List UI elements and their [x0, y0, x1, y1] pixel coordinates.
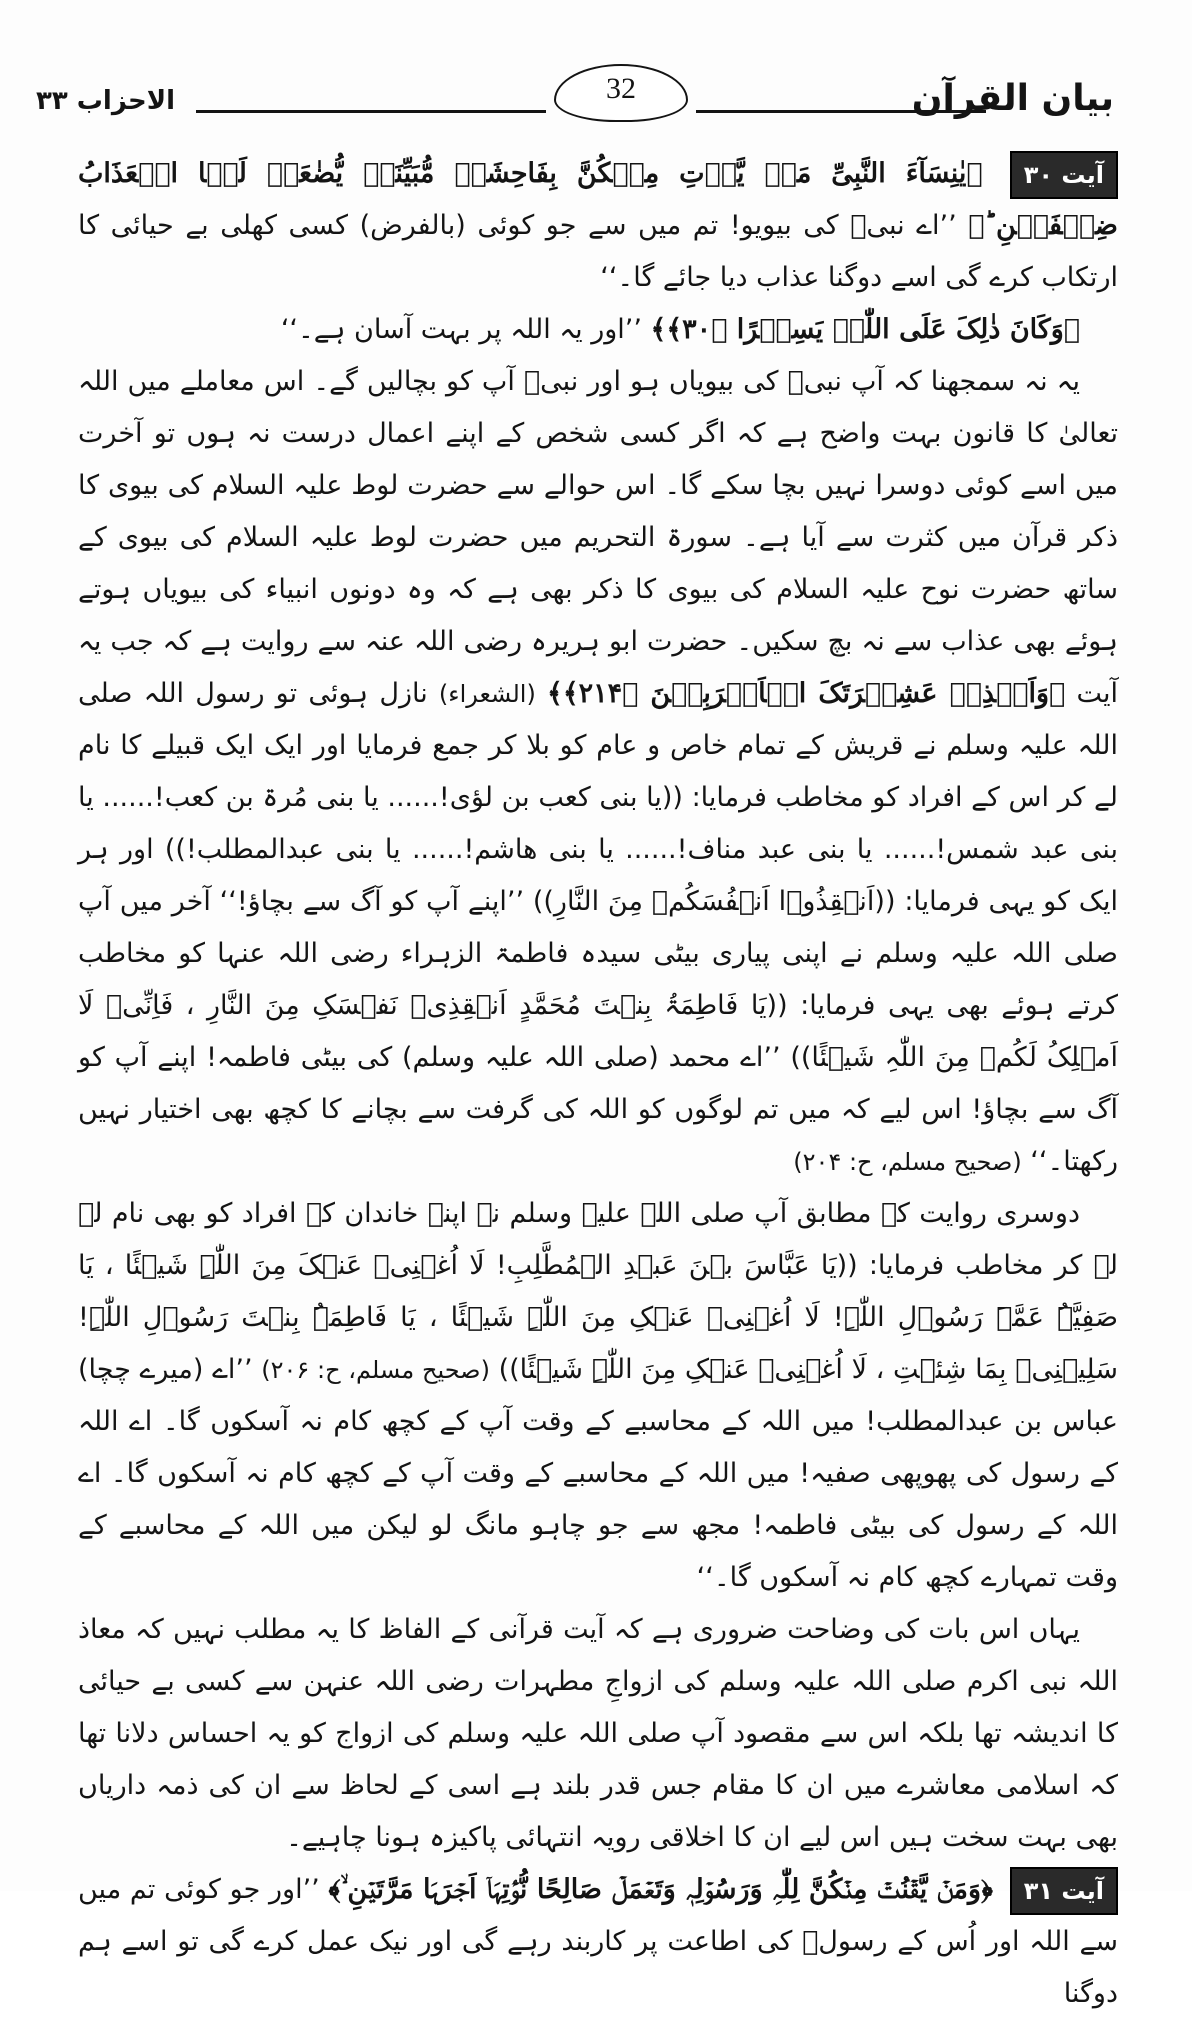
- verse-31-arabic: ﴿وَمَنۡ یَّقۡنُتۡ مِنۡکُنَّ لِلّٰہِ وَرَسُوۡلِہٖ وَتَعۡمَلۡ صَالِحًا نُّؤۡتِہَاۤ اَجۡرَہَا مَرَّتَیۡنِ ۙ﴾: [328, 1874, 993, 1905]
- surah-name: الاحزاب ۳۳: [36, 86, 176, 116]
- verse-30-translation: ’’اے نبیؐ کی بیویو! تم میں سے جو کوئی (بالفرض) کسی کھلی بے حیائی کا ارتکاب کرے گی اسے دوگنا عذاب دیا جائے گا۔‘‘: [78, 210, 1118, 293]
- header-rule-right: [696, 110, 986, 113]
- verse-31-tag: آیت ۳۱: [1010, 1867, 1118, 1915]
- book-title: بیان القرآن: [911, 78, 1114, 119]
- paragraph-2-text: دوسری روایت کے مطابق آپ صلی اللہ علیہ وسلم نے اپنے خاندان کے افراد کو بھی نام لے لے کر مخاطب فرمایا: ((یَا عَبَّاسَ بۡنَ عَبۡدِ الۡمُطَّلِبِ! لَا اُغۡنِیۡ عَنۡکَ مِنَ اللّٰہِ شَیۡئًا ، یَا صَفِیَّۃُ عَمَّۃَ رَسُوۡلِ اللّٰہِ! لَا اُغۡنِیۡ عَنۡکِ مِنَ اللّٰہِ شَیۡئًا ، یَا فَاطِمَۃُ بِنۡتَ رَسُوۡلِ اللّٰہِ! سَلِیۡنِیۡ بِمَا شِئۡتِ ، لَا اُغۡنِیۡ عَنۡکِ مِنَ اللّٰہِ شَیۡئًا)): [78, 1198, 1118, 1385]
- paragraph-1-reference: (الشعراء): [438, 680, 536, 708]
- page-header: [36, 70, 1114, 134]
- commentary-paragraph-1: [78, 356, 1118, 1188]
- verse-30b-block: [78, 304, 1118, 356]
- verse-30b-translation: ’’اور یہ اللہ پر بہت آسان ہے۔‘‘: [280, 314, 642, 345]
- verse-30-arabic: ﴿یٰنِسَآءَ النَّبِیِّ مَنۡ یَّاۡتِ مِنۡکُنَّ بِفَاحِشَۃٍ مُّبَیِّنَۃٍ یُّضٰعَفۡ لَہَا الۡعَذَابُ ضِعۡفَیۡنِ ؕ﴾: [78, 158, 1118, 241]
- paragraph-1-hadith-reference: (صحیح مسلم، ح: ۲۰۴): [793, 1148, 1022, 1176]
- paragraph-3-text: یہاں اس بات کی وضاحت ضروری ہے کہ آیت قرآنی کے الفاظ کا یہ مطلب نہیں کہ معاذ اللہ نبی اکرم صلی اللہ علیہ وسلم کی ازواجِ مطہرات رضی اللہ عنہن سے کسی بے حیائی کا اندیشہ تھا بلکہ اس سے مقصود آپ صلی اللہ علیہ وسلم کی ازواج کو یہ احساس دلانا تھا کہ اسلامی معاشرے میں ان کا مقام جس قدر بلند ہے اسی کے لحاظ سے ان کی ذمہ داریاں بھی بہت سخت ہیں اس لیے ان کا اخلاقی رویہ انتہائی پاکیزہ ہونا چاہیے۔: [78, 1614, 1118, 1853]
- header-rule-left: [196, 110, 546, 113]
- verse-30-tag: آیت ۳۰: [1010, 151, 1118, 199]
- verse-30b-arabic: ﴿وَکَانَ ذٰلِکَ عَلَی اللّٰہِ یَسِیۡرًا ﴿۳۰﴾﴾: [650, 314, 1080, 345]
- commentary-paragraph-2: [78, 1188, 1118, 1604]
- commentary-paragraph-3: [78, 1604, 1118, 1864]
- page-number-badge: [554, 64, 688, 122]
- paragraph-1-text: یہ نہ سمجھنا کہ آپ نبیؐ کی بیویاں ہو اور نبیؐ آپ کو بچالیں گے۔ اس معاملے میں اللہ تعالیٰ کا قانون بہت واضح ہے کہ اگر کسی شخص کے اپنے اعمال درست نہ ہوں تو آخرت میں اسے کوئی دوسرا نہیں بچا سکے گا۔ اس حوالے سے حضرت لوط علیہ السلام کی بیوی کا ذکر قرآن میں کثرت سے آیا ہے۔ سورۃ التحریم میں حضرت لوط علیہ السلام کی بیوی کے ساتھ حضرت نوح علیہ السلام کی بیوی کا ذکر بھی ہے کہ وہ دونوں انبیاء کی بیویاں ہوتے ہوئے بھی عذاب سے نہ بچ سکیں۔ حضرت ابو ہریرہ رضی اللہ عنہ سے روایت ہے کہ جب یہ آیت: [78, 366, 1118, 709]
- paragraph-1-continuation: نازل ہوئی تو رسول اللہ صلی اللہ علیہ وسلم نے قریش کے تمام خاص و عام کو بلا کر جمع فرمایا اور ایک ایک قبیلے کا نام لے کر اس کے افراد کو مخاطب فرمایا: ((یا بنی کعب بن لؤی!...... یا بنی مُرۃ بن کعب!...... یا بنی عبد شمس!...... یا بنی عبد مناف!...... یا بنی ھاشم!...... یا بنی عبدالمطلب!)) اور ہر ایک کو یہی فرمایا: ((اَنۡقِذُوۡا اَنۡفُسَکُمۡ مِنَ النَّارِ)) ’’اپنے آپ کو آگ سے بچاؤ!‘‘ آخر میں آپ صلی اللہ علیہ وسلم نے اپنی پیاری بیٹی سیدہ فاطمۃ الزہراء رضی اللہ عنہا کو مخاطب کرتے ہوئے بھی یہی فرمایا: ((یَا فَاطِمَۃُ بِنۡتَ مُحَمَّدٍ اَنۡقِذِیۡ نَفۡسَکِ مِنَ النَّارِ ، فَاِنِّیۡ لَا اَمۡلِکُ لَکُمۡ مِنَ اللّٰہِ شَیۡئًا)) ’’اے محمد (صلی اللہ علیہ وسلم) کی بیٹی فاطمہ! اپنے آپ کو آگ سے بچاؤ! اس لیے کہ میں تم لوگوں کو اللہ کی گرفت سے بچانے کا کچھ بھی اختیار نہیں رکھتا۔‘‘: [78, 678, 1118, 1177]
- paragraph-2-reference: (صحیح مسلم، ح: ۲۰۶): [261, 1356, 490, 1384]
- verse-30-block: [78, 148, 1118, 304]
- paragraph-2-continuation: ’’اے (میرے چچا) عباس بن عبدالمطلب! میں اللہ کے محاسبے کے وقت آپ کے کچھ کام نہ آسکوں گا۔ اے اللہ کے رسول کی پھوپھی صفیہ! میں اللہ کے محاسبے کے وقت آپ کے کچھ کام نہ آسکوں گا۔ اے اللہ کے رسول کی بیٹی فاطمہ! مجھ سے جو چاہو مانگ لو لیکن میں اللہ کے محاسبے کے وقت تمہارے کچھ کام نہ آسکوں گا۔‘‘: [78, 1354, 1118, 1593]
- paragraph-1-arabic: ﴿وَاَنۡذِرۡ عَشِیۡرَتَکَ الۡاَقۡرَبِیۡنَ ﴿۲۱۴﴾﴾: [547, 678, 1066, 709]
- page-number: 32: [606, 72, 636, 105]
- verse-31-block: [78, 1864, 1118, 2020]
- page-body: [78, 148, 1118, 2020]
- verse-31-translation: ’’اور جو کوئی تم میں سے اللہ اور اُس کے رسولؐ کی اطاعت پر کاربند رہے گی اور نیک عمل کرے گی تو اسے ہم دوگنا: [78, 1874, 1118, 2009]
